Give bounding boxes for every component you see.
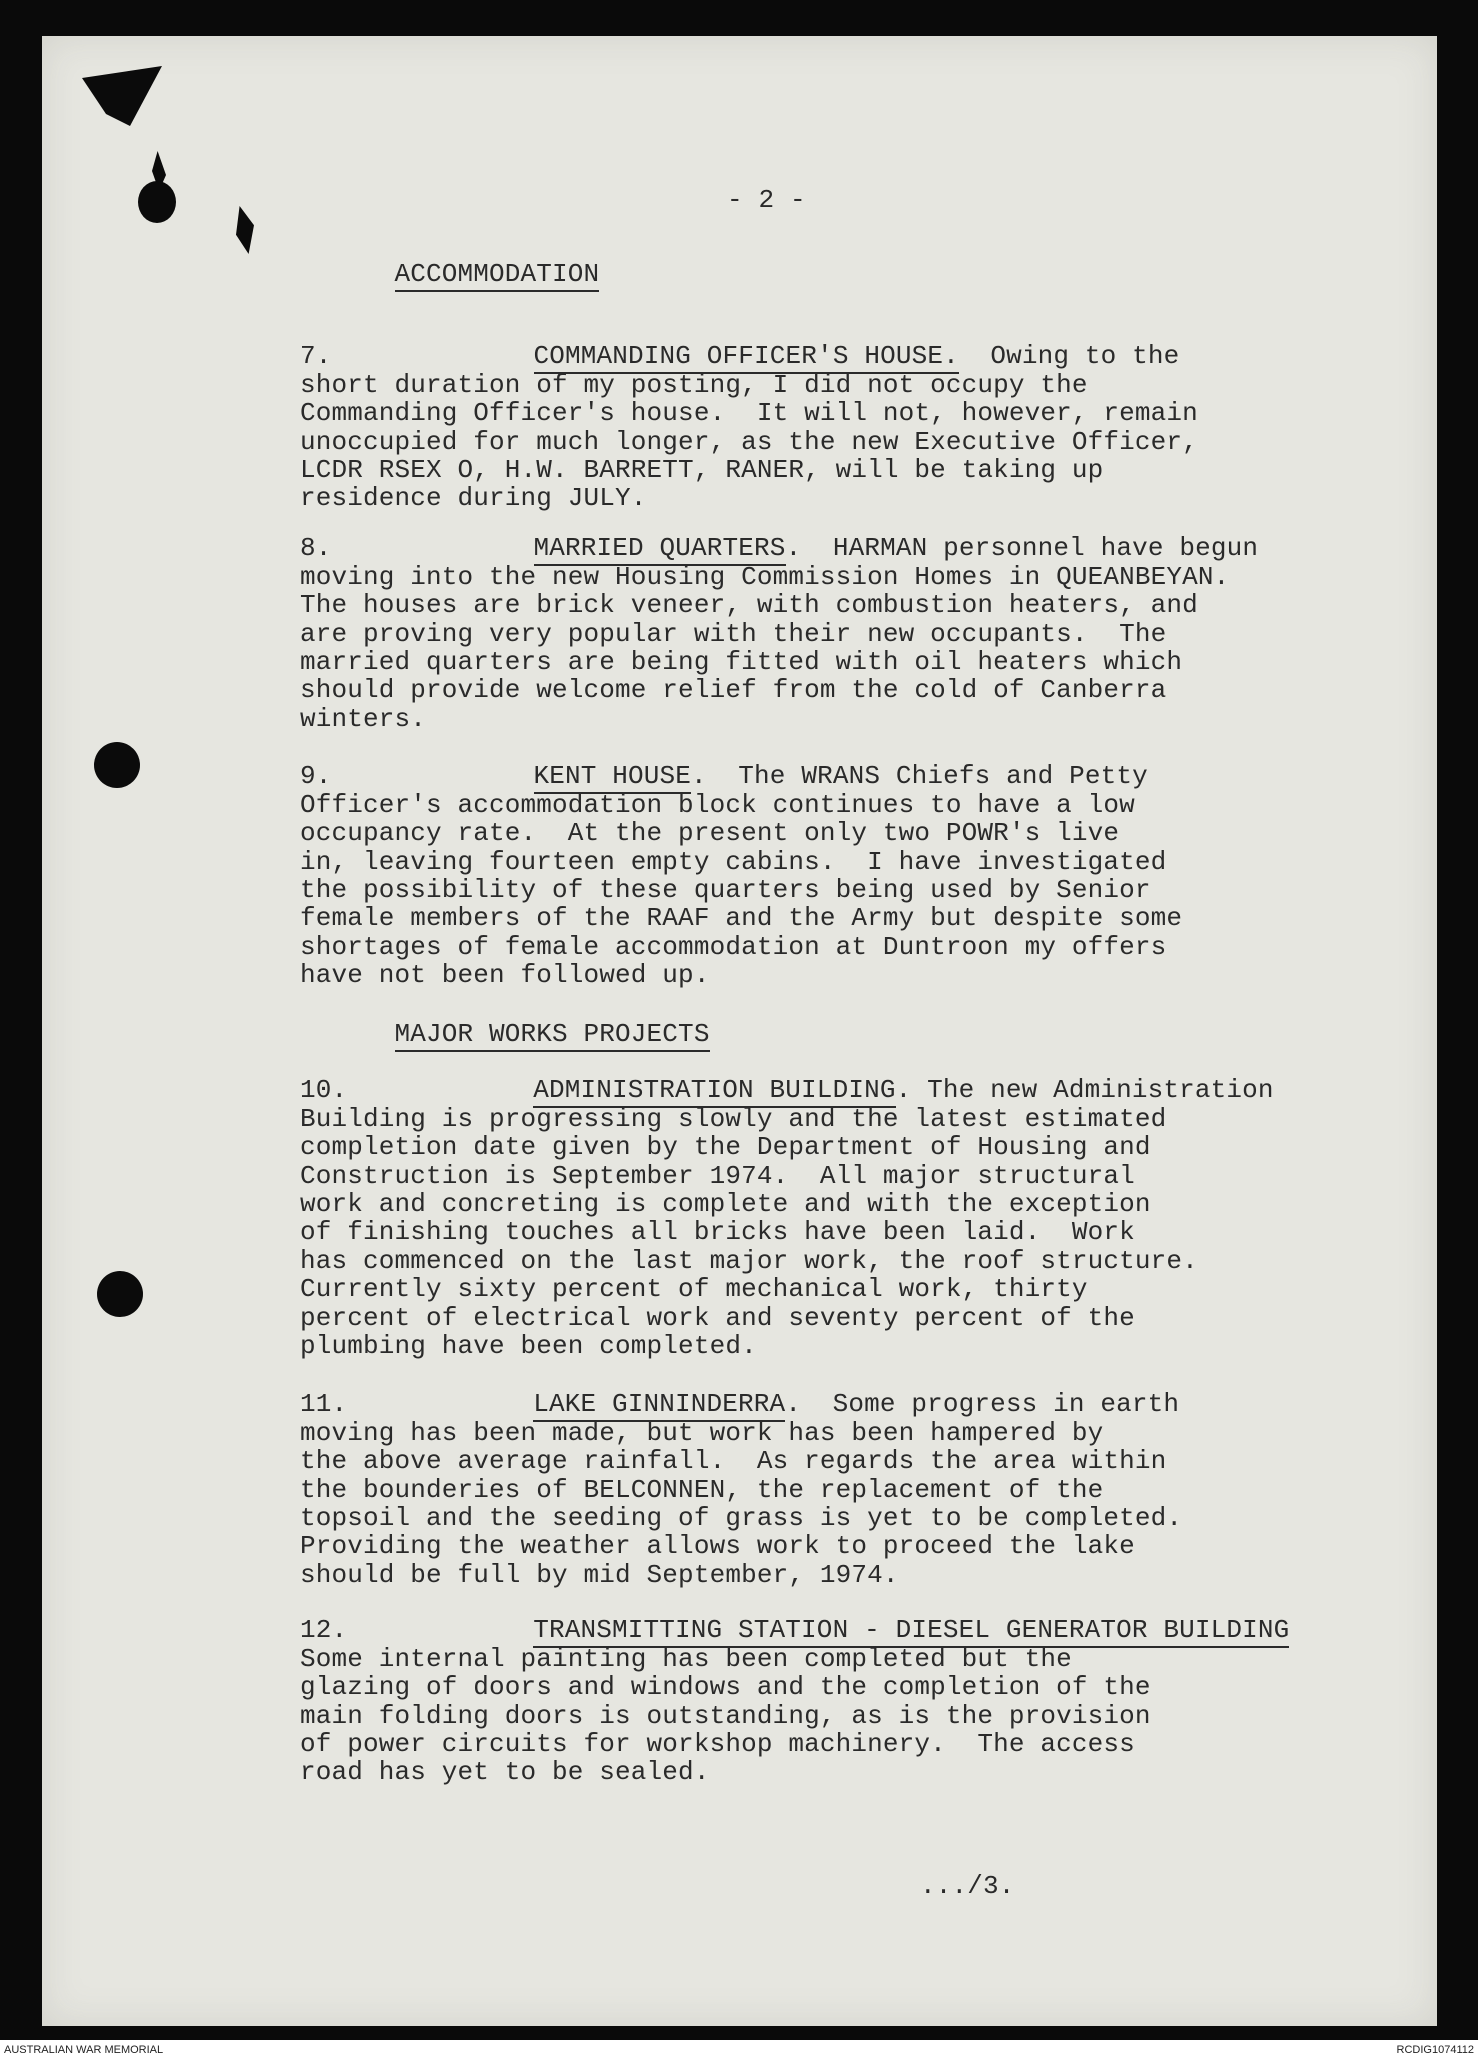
paragraph-line: moving into the new Housing Commission Homes in QUEANBEYAN. xyxy=(300,561,1230,592)
punch-hole-middle xyxy=(94,742,140,788)
paragraph-line: topsoil and the seeding of grass is yet to be completed. xyxy=(300,1503,1183,1534)
footer-archive-name: AUSTRALIAN WAR MEMORIAL xyxy=(4,2044,164,2056)
section-heading-text: MAJOR WORKS PROJECTS xyxy=(395,1019,710,1052)
paragraph-line: . The WRANS Chiefs and Petty xyxy=(691,761,1148,792)
paragraph-line: road has yet to be sealed. xyxy=(300,1757,710,1788)
paragraph-line: the above average rainfall. As regards the area within xyxy=(300,1446,1167,1477)
archive-footer xyxy=(0,2040,1478,2061)
page-number: - 2 - xyxy=(727,185,806,215)
paragraph-line: in, leaving fourteen empty cabins. I have investigated xyxy=(300,846,1167,877)
paragraph-number: 8. xyxy=(300,533,332,564)
paragraph-line: . HARMAN personnel have begun xyxy=(785,533,1259,564)
paragraph-line: short duration of my posting, I did not occupy the xyxy=(300,369,1088,400)
paragraph-line: Building is progressing slowly and the latest estimated xyxy=(300,1103,1167,1134)
paragraph-number: 11. xyxy=(300,1389,348,1420)
document-page xyxy=(42,36,1437,2026)
paragraph-line: the bounderies of BELCONNEN, the replacement of the xyxy=(300,1474,1104,1505)
paragraph-line: Owing to the xyxy=(958,341,1180,372)
paragraph-12 xyxy=(300,1588,1289,1787)
tear-mark xyxy=(236,206,254,254)
paragraph-title: ADMINISTRATION BUILDING xyxy=(533,1075,895,1108)
paragraph-number: 9. xyxy=(300,761,332,792)
paragraph-line: Some internal painting has been completed but the xyxy=(300,1643,1072,1674)
paragraph-line: residence during JULY. xyxy=(300,483,647,514)
paragraph-line: has commenced on the last major work, the roof structure. xyxy=(300,1245,1198,1276)
continuation-marker: .../3. xyxy=(920,1871,1015,1901)
paragraph-line: moving has been made, but work has been hampered by xyxy=(300,1417,1104,1448)
paragraph-line: Construction is September 1974. All major structural xyxy=(300,1160,1135,1191)
paragraph-line: have not been followed up. xyxy=(300,960,710,991)
punch-hole-lower xyxy=(97,1271,143,1317)
paragraph-line: The houses are brick veneer, with combustion heaters, and xyxy=(300,590,1198,621)
paragraph-9 xyxy=(300,734,1182,990)
paragraph-line: Currently sixty percent of mechanical work, thirty xyxy=(300,1274,1088,1305)
footer-document-id: RCDIG1074112 xyxy=(1396,2044,1474,2056)
paragraph-line: of power circuits for workshop machinery. The access xyxy=(300,1729,1135,1760)
punch-hole-top xyxy=(138,181,176,223)
paragraph-title: LAKE GINNINDERRA xyxy=(533,1389,785,1422)
paragraph-title: KENT HOUSE xyxy=(534,761,692,794)
paragraph-line: . Some progress in earth xyxy=(785,1389,1180,1420)
paragraph-line: LCDR RSEX O, H.W. BARRETT, RANER, will be taking up xyxy=(300,455,1104,486)
paragraph-8 xyxy=(300,506,1258,733)
paragraph-line: winters. xyxy=(300,703,427,734)
section-heading-accommodation xyxy=(300,232,599,317)
paragraph-line: of finishing touches all bricks have been laid. Work xyxy=(300,1217,1135,1248)
paragraph-number: 10. xyxy=(300,1075,348,1106)
paragraph-line: plumbing have been completed. xyxy=(300,1331,757,1362)
paragraph-line: unoccupied for much longer, as the new Executive Officer, xyxy=(300,426,1198,457)
paragraph-line: work and concreting is complete and with the exception xyxy=(300,1189,1151,1220)
paragraph-line: Commanding Officer's house. It will not, however, remain xyxy=(300,398,1198,429)
paragraph-line: . The new Administration xyxy=(895,1075,1274,1106)
paragraph-number: 7. xyxy=(300,341,332,372)
paragraph-line: shortages of female accommodation at Duntroon my offers xyxy=(300,931,1167,962)
torn-corner-mark xyxy=(82,66,162,126)
paragraph-title: MARRIED QUARTERS xyxy=(534,533,786,566)
paragraph-line: completion date given by the Department of Housing and xyxy=(300,1132,1151,1163)
paragraph-7 xyxy=(300,314,1198,513)
paragraph-number: 12. xyxy=(300,1615,348,1646)
paragraph-line: married quarters are being fitted with oil heaters which xyxy=(300,647,1183,678)
paragraph-line: the possibility of these quarters being used by Senior xyxy=(300,875,1151,906)
paragraph-title: TRANSMITTING STATION - DIESEL GENERATOR BUILDING xyxy=(533,1615,1289,1648)
paragraph-11 xyxy=(300,1362,1182,1589)
paragraph-line: percent of electrical work and seventy percent of the xyxy=(300,1302,1135,1333)
paragraph-line: should provide welcome relief from the cold of Canberra xyxy=(300,675,1167,706)
paragraph-line: are proving very popular with their new occupants. The xyxy=(300,618,1167,649)
paragraph-line: Officer's accommodation block continues to have a low xyxy=(300,789,1135,820)
paragraph-line: main folding doors is outstanding, as is the provision xyxy=(300,1700,1151,1731)
paragraph-line: occupancy rate. At the present only two POWR's live xyxy=(300,818,1120,849)
paragraph-line: female members of the RAAF and the Army but despite some xyxy=(300,903,1183,934)
section-heading-text: ACCOMMODATION xyxy=(395,259,600,292)
paragraph-10 xyxy=(300,1048,1274,1360)
paragraph-title: COMMANDING OFFICER'S HOUSE. xyxy=(534,341,959,374)
paragraph-line: should be full by mid September, 1974. xyxy=(300,1559,899,1590)
paragraph-line: glazing of doors and windows and the completion of the xyxy=(300,1672,1151,1703)
paragraph-line: Providing the weather allows work to proceed the lake xyxy=(300,1531,1135,1562)
